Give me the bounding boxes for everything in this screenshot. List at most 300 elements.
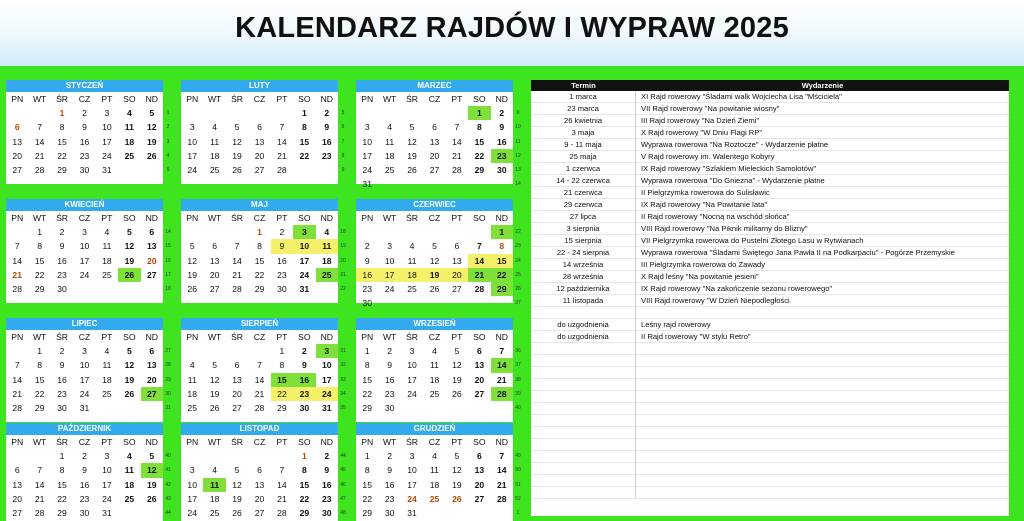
week-row xyxy=(181,254,338,268)
day-cell: 16 xyxy=(356,268,378,282)
weekday-row xyxy=(6,435,163,449)
day-cell: 10 xyxy=(407,360,417,371)
event-row xyxy=(531,199,1009,211)
week-row xyxy=(181,282,338,296)
week-number: 1 xyxy=(516,510,520,516)
week-row xyxy=(6,449,163,463)
event-name: VII Pielgrzymka rowerowa do Pustelni Złotego Lasu w Rytwianach xyxy=(641,236,864,245)
day-cell: 1 xyxy=(37,346,43,357)
day-cell: 3 xyxy=(387,241,393,252)
week-number: 23 xyxy=(515,243,521,250)
day-cell xyxy=(6,177,28,191)
day-cell: 29 xyxy=(57,507,67,518)
week-number: 9 xyxy=(341,167,345,173)
week-row xyxy=(6,282,163,296)
month-name: PAŹDZIERNIK xyxy=(6,423,163,435)
week-number: 25 xyxy=(515,271,521,278)
day-cell: 16 xyxy=(497,136,507,147)
event-row xyxy=(531,307,1009,319)
day-cell xyxy=(401,177,423,191)
weekday-label: ND xyxy=(320,94,333,104)
month-name: MAJ xyxy=(181,199,338,211)
event-date xyxy=(531,463,636,474)
day-cell: 27 xyxy=(429,164,440,175)
month-calendar xyxy=(181,318,338,422)
day-cell: 13 xyxy=(254,479,265,490)
week-row xyxy=(181,492,338,506)
month-name: CZERWIEC xyxy=(356,199,513,211)
day-cell: 11 xyxy=(316,239,338,253)
day-cell xyxy=(293,296,315,310)
day-cell: 8 xyxy=(279,360,285,371)
day-cell: 6 xyxy=(257,465,262,476)
day-cell: 29 xyxy=(254,283,265,294)
week-row xyxy=(6,120,163,134)
empty-row xyxy=(531,427,1009,439)
month-calendar xyxy=(181,199,338,303)
day-cell: 14 xyxy=(468,254,490,268)
day-cell xyxy=(73,177,95,191)
month-calendar xyxy=(181,80,338,184)
day-cell: 7 xyxy=(37,465,43,476)
day-cell: 17 xyxy=(79,374,90,385)
day-cell xyxy=(226,177,248,191)
day-cell xyxy=(226,449,248,463)
day-cell: 6 xyxy=(149,346,155,357)
week-row xyxy=(6,254,163,268)
event-date: 21 czerwca xyxy=(531,187,636,198)
weekday-label: ND xyxy=(320,437,333,447)
weekday-label: PN xyxy=(361,332,374,342)
weekday-label: ŚR xyxy=(56,437,69,447)
weekday-label: SO xyxy=(298,332,311,342)
day-cell: 7 xyxy=(14,360,20,371)
weekday-label: SO xyxy=(473,213,486,223)
day-cell: 8 xyxy=(364,360,370,371)
day-cell: 3 xyxy=(189,465,195,476)
day-cell: 8 xyxy=(257,241,262,252)
day-cell: 14 xyxy=(34,479,45,490)
day-cell: 21 xyxy=(34,493,45,504)
day-cell xyxy=(96,177,118,191)
day-cell: 5 xyxy=(126,227,132,238)
week-number: 47 xyxy=(340,495,346,502)
event-date xyxy=(531,379,636,390)
event-date: 22 - 24 sierpnia xyxy=(531,247,636,258)
day-cell: 25 xyxy=(384,164,395,175)
day-cell: 9 xyxy=(271,239,293,253)
day-cell: 21 xyxy=(497,374,507,385)
day-cell xyxy=(118,177,140,191)
event-name: III Pielgrzymka rowerowa do Zawady xyxy=(641,260,766,269)
month-name: GRUDZIEŃ xyxy=(356,423,513,435)
weekday-label: CZ xyxy=(428,332,441,342)
day-cell: 22 xyxy=(34,388,45,399)
day-cell xyxy=(203,449,225,463)
empty-row xyxy=(531,367,1009,379)
day-cell: 2 xyxy=(387,451,393,462)
event-name: Leśny rajd rowerowy xyxy=(641,320,711,329)
day-cell xyxy=(316,282,338,296)
day-cell: 3 xyxy=(104,451,110,462)
week-row xyxy=(356,358,513,372)
day-cell: 6 xyxy=(454,241,460,252)
month-name: LUTY xyxy=(181,80,338,92)
day-cell: 12 xyxy=(232,136,242,147)
event-date: do uzgodnienia xyxy=(531,319,636,330)
event-row xyxy=(531,187,1009,199)
event-name xyxy=(636,415,1009,426)
day-cell: 9 xyxy=(324,465,330,476)
day-cell: 28 xyxy=(34,164,45,175)
day-cell: 20 xyxy=(474,374,485,385)
day-cell: 12 xyxy=(187,255,197,266)
day-cell: 18 xyxy=(384,150,395,161)
week-number: 38 xyxy=(515,376,521,383)
day-cell: 6 xyxy=(432,122,437,133)
day-cell: 5 xyxy=(454,451,460,462)
weekday-label: ŚR xyxy=(56,332,69,342)
event-date: 3 sierpnia xyxy=(531,223,636,234)
month-calendar xyxy=(6,423,163,521)
weekday-label: CZ xyxy=(253,213,266,223)
month-name: KWIECIEŃ xyxy=(6,199,163,211)
day-cell: 11 xyxy=(210,136,220,147)
day-cell xyxy=(468,177,490,191)
weekday-label: WT xyxy=(382,437,397,447)
day-cell: 24 xyxy=(187,164,197,175)
week-row xyxy=(181,106,338,120)
day-cell: 24 xyxy=(187,507,197,518)
event-name: Wyprawa rowerowa "Śladami Świętego Jana Pawła II na Podkarpaciu" - Pogórze Przemyskie xyxy=(641,248,955,257)
day-cell xyxy=(141,282,163,296)
weekday-label: SO xyxy=(123,332,136,342)
day-cell: 9 xyxy=(499,122,505,133)
week-row xyxy=(181,239,338,253)
event-row xyxy=(531,235,1009,247)
week-row xyxy=(6,149,163,163)
day-cell: 27 xyxy=(12,507,22,518)
week-number: 16 xyxy=(165,257,171,264)
day-cell xyxy=(118,506,140,520)
event-row xyxy=(531,295,1009,307)
day-cell: 22 xyxy=(362,388,372,399)
day-cell: 21 xyxy=(34,150,45,161)
week-row xyxy=(181,373,338,387)
week-number: 1 xyxy=(166,110,170,117)
week-number: 32 xyxy=(340,362,346,369)
day-cell xyxy=(378,296,400,310)
weekday-label: PN xyxy=(11,94,24,104)
day-cell: 24 xyxy=(79,269,90,280)
day-cell xyxy=(293,163,315,177)
day-cell: 1 xyxy=(468,106,490,120)
day-cell: 30 xyxy=(57,402,67,413)
week-row xyxy=(6,344,163,358)
weekday-label: ND xyxy=(145,437,158,447)
day-cell: 29 xyxy=(277,402,287,413)
day-cell: 30 xyxy=(79,164,90,175)
weekday-label: CZ xyxy=(78,332,91,342)
day-cell: 10 xyxy=(293,239,315,253)
day-cell xyxy=(423,106,445,120)
day-cell: 15 xyxy=(299,479,310,490)
day-cell: 1 xyxy=(257,227,262,238)
weekday-row xyxy=(356,92,513,106)
day-cell: 17 xyxy=(407,374,417,385)
week-number: 6 xyxy=(341,124,345,131)
day-cell: 25 xyxy=(316,268,338,282)
day-cell: 13 xyxy=(147,360,157,371)
day-cell: 10 xyxy=(102,122,112,133)
day-cell: 14 xyxy=(277,136,287,147)
weekday-label: CZ xyxy=(253,94,266,104)
day-cell: 15 xyxy=(34,374,45,385)
day-cell xyxy=(316,163,338,177)
day-cell xyxy=(141,296,163,310)
week-row xyxy=(181,344,338,358)
event-name: IX Rajd rowerowy "Szlakiem Mieleckich Samolotów" xyxy=(641,164,817,173)
day-cell: 7 xyxy=(499,346,505,357)
day-cell: 2 xyxy=(499,108,505,119)
day-cell: 13 xyxy=(452,255,462,266)
day-cell: 14 xyxy=(497,465,507,476)
event-date: 23 marca xyxy=(531,103,636,114)
day-cell xyxy=(96,401,118,415)
weekday-label: PN xyxy=(361,94,374,104)
week-row xyxy=(6,163,163,177)
weekday-label: WT xyxy=(207,94,222,104)
empty-row xyxy=(531,439,1009,451)
day-cell: 25 xyxy=(429,388,440,399)
day-cell: 18 xyxy=(209,493,220,504)
week-number: 24 xyxy=(515,257,521,264)
day-cell: 11 xyxy=(187,374,197,385)
event-date: 27 lipca xyxy=(531,211,636,222)
event-date: 1 czerwca xyxy=(531,163,636,174)
day-cell: 30 xyxy=(362,298,372,309)
day-cell: 10 xyxy=(407,465,417,476)
weekday-label: ND xyxy=(495,94,508,104)
weekday-label: SO xyxy=(298,213,311,223)
day-cell: 28 xyxy=(254,402,265,413)
day-cell: 18 xyxy=(124,136,135,147)
day-cell: 25 xyxy=(187,402,197,413)
day-cell: 20 xyxy=(12,150,22,161)
weekday-label: PN xyxy=(186,213,199,223)
day-cell: 12 xyxy=(452,360,462,371)
day-cell: 26 xyxy=(429,283,440,294)
day-cell: 24 xyxy=(316,387,338,401)
week-number: 33 xyxy=(340,376,346,383)
week-row xyxy=(181,163,338,177)
day-cell: 13 xyxy=(12,479,22,490)
day-cell: 19 xyxy=(187,269,197,280)
day-cell: 1 xyxy=(301,108,307,119)
week-number: 12 xyxy=(515,152,521,159)
day-cell xyxy=(491,296,513,310)
day-cell: 31 xyxy=(407,507,417,518)
day-cell: 31 xyxy=(299,283,310,294)
day-cell: 18 xyxy=(124,479,135,490)
day-cell: 31 xyxy=(102,164,112,175)
day-cell: 21 xyxy=(277,493,287,504)
day-cell: 24 xyxy=(299,269,310,280)
day-cell: 24 xyxy=(79,388,90,399)
month-name: STYCZEŃ xyxy=(6,80,163,92)
day-cell: 19 xyxy=(452,374,462,385)
week-number: 48 xyxy=(340,510,346,516)
day-cell xyxy=(248,296,270,310)
weekday-label: CZ xyxy=(428,213,441,223)
day-cell: 6 xyxy=(234,360,240,371)
month-calendar xyxy=(6,199,163,303)
event-name: IX Rajd rowerowy "Na zakończenie sezonu rowerowego" xyxy=(641,284,833,293)
day-cell xyxy=(118,163,140,177)
day-cell: 17 xyxy=(299,255,310,266)
day-cell: 15 xyxy=(299,136,310,147)
weekday-label: PT xyxy=(276,94,288,104)
day-cell: 13 xyxy=(12,136,22,147)
events-table-header xyxy=(531,80,1009,91)
day-cell: 20 xyxy=(429,150,440,161)
day-cell: 16 xyxy=(322,136,332,147)
day-cell xyxy=(28,296,50,310)
day-cell xyxy=(96,296,118,310)
week-number: 46 xyxy=(340,481,346,488)
day-cell: 12 xyxy=(124,360,135,371)
day-cell: 28 xyxy=(34,507,45,518)
day-cell: 15 xyxy=(362,479,372,490)
day-cell xyxy=(226,106,248,120)
day-cell: 17 xyxy=(102,136,112,147)
day-cell xyxy=(446,401,468,415)
week-row xyxy=(356,296,513,310)
day-cell xyxy=(118,296,140,310)
day-cell: 5 xyxy=(454,346,460,357)
day-cell: 11 xyxy=(385,136,395,147)
day-cell xyxy=(316,296,338,310)
day-cell: 3 xyxy=(82,346,87,357)
day-cell: 13 xyxy=(474,360,485,371)
week-row xyxy=(356,225,513,239)
day-cell: 4 xyxy=(387,122,393,133)
week-row xyxy=(356,163,513,177)
day-cell: 30 xyxy=(57,283,67,294)
week-number: 18 xyxy=(165,286,171,292)
page-title: KALENDARZ RAJDÓW I WYPRAW 2025 xyxy=(235,12,789,44)
week-number: 41 xyxy=(165,467,171,474)
day-cell xyxy=(316,177,338,191)
weekday-label: PN xyxy=(186,332,199,342)
weekday-label: CZ xyxy=(253,437,266,447)
day-cell: 4 xyxy=(189,360,195,371)
event-date xyxy=(531,475,636,486)
day-cell: 12 xyxy=(141,463,163,477)
day-cell: 4 xyxy=(409,241,415,252)
event-name xyxy=(636,463,1009,474)
week-row xyxy=(181,478,338,492)
day-cell: 9 xyxy=(59,360,65,371)
week-number: 10 xyxy=(515,124,521,131)
day-cell: 2 xyxy=(59,227,65,238)
day-cell: 28 xyxy=(12,402,22,413)
weekday-label: SO xyxy=(473,332,486,342)
day-cell xyxy=(248,177,270,191)
weekday-label: WT xyxy=(207,213,222,223)
weekday-label: ND xyxy=(145,94,158,104)
empty-row xyxy=(531,415,1009,427)
week-number: 2 xyxy=(166,124,170,131)
week-number: 26 xyxy=(515,286,521,292)
day-cell: 22 xyxy=(299,150,310,161)
day-cell: 22 xyxy=(299,493,310,504)
week-number: 39 xyxy=(515,390,521,397)
day-cell: 12 xyxy=(124,241,135,252)
day-cell: 13 xyxy=(254,136,265,147)
week-row xyxy=(356,106,513,120)
day-cell: 4 xyxy=(126,108,132,119)
day-cell: 16 xyxy=(384,374,395,385)
weekday-label: SO xyxy=(298,94,311,104)
week-row xyxy=(181,387,338,401)
event-date xyxy=(531,307,636,318)
weekday-label: ND xyxy=(495,437,508,447)
termin-header: Termin xyxy=(571,81,596,90)
day-cell xyxy=(226,344,248,358)
day-cell: 20 xyxy=(446,268,468,282)
weekday-label: ŚR xyxy=(231,437,244,447)
day-cell xyxy=(181,449,203,463)
day-cell: 3 xyxy=(409,346,415,357)
day-cell: 30 xyxy=(277,283,287,294)
day-cell: 4 xyxy=(432,451,437,462)
month-calendar xyxy=(356,199,513,309)
week-row xyxy=(181,120,338,134)
day-cell: 30 xyxy=(79,507,90,518)
day-cell: 29 xyxy=(491,282,513,296)
week-number: 31 xyxy=(165,405,171,411)
day-cell xyxy=(356,225,378,239)
day-cell: 2 xyxy=(59,346,65,357)
day-cell xyxy=(401,296,423,310)
month-calendar xyxy=(356,318,513,422)
day-cell: 28 xyxy=(12,283,22,294)
day-cell: 25 xyxy=(124,493,135,504)
day-cell xyxy=(51,177,73,191)
week-number: 44 xyxy=(165,510,171,516)
day-cell xyxy=(378,225,400,239)
week-number: 50 xyxy=(515,467,521,474)
day-cell: 5 xyxy=(149,108,155,119)
day-cell: 20 xyxy=(147,255,157,266)
day-cell: 12 xyxy=(209,374,220,385)
event-name xyxy=(636,475,1009,486)
event-name: V Rajd rowerowy im. Walentego Kobyry xyxy=(641,152,775,161)
event-name: VIII Rajd rowerowy "W Dzień Niepodległości xyxy=(641,296,790,305)
day-cell: 2 xyxy=(364,241,370,252)
day-cell xyxy=(468,401,490,415)
weekday-label: PN xyxy=(361,437,374,447)
day-cell xyxy=(181,344,203,358)
week-number: 19 xyxy=(340,243,346,250)
week-number: 11 xyxy=(515,138,521,145)
week-number: 27 xyxy=(515,300,521,307)
day-cell: 15 xyxy=(271,373,293,387)
day-cell: 1 xyxy=(491,225,513,239)
day-cell: 15 xyxy=(57,479,67,490)
day-cell xyxy=(203,344,225,358)
